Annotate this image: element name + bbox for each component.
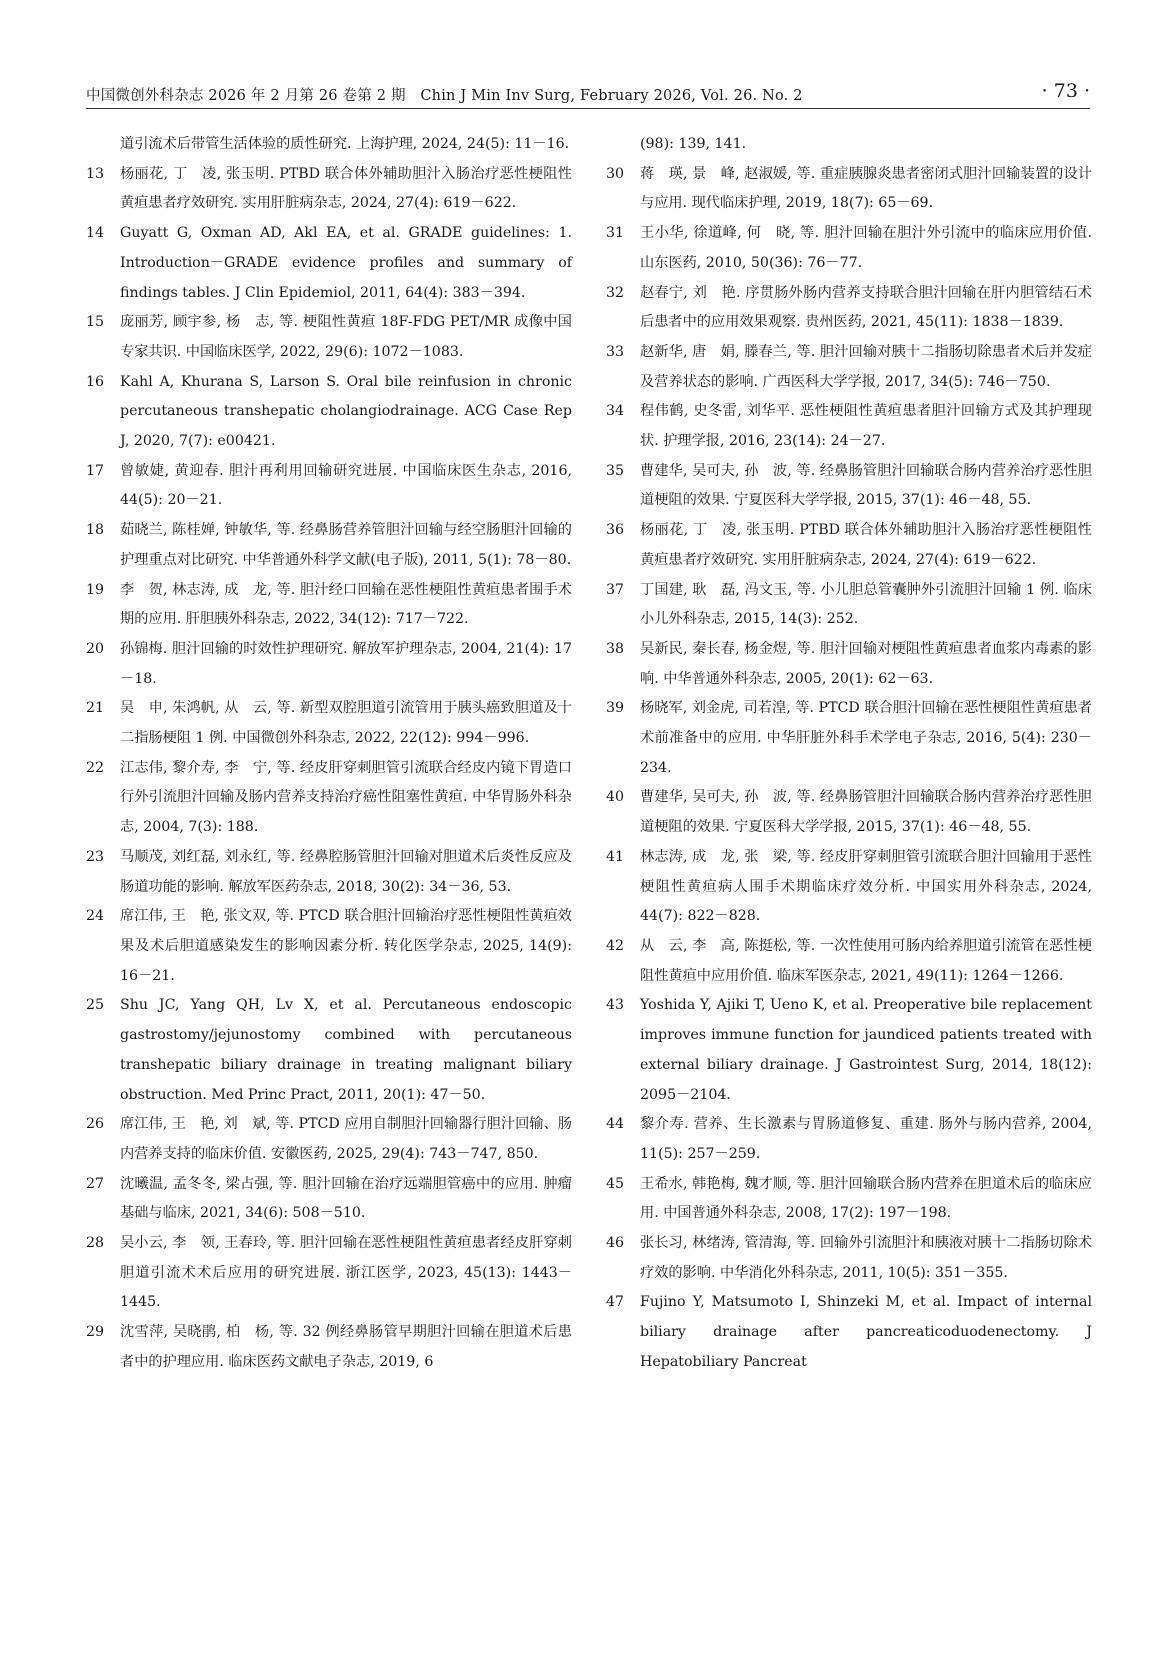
reference-number: 35: [606, 462, 625, 479]
reference-text: 林志涛, 成 龙, 张 梁, 等. 经皮肝穿刺胆管引流联合胆汁回输用于恶性梗阻性黄疸病人围手术期临床疗效分析. 中国实用外科杂志, 2024, 44(7): 822－828.: [640, 848, 1092, 925]
reference-number: 27: [86, 1175, 105, 1192]
reference-text: 张长习, 林绪涛, 管清海, 等. 回输外引流胆汁和胰液对胰十二指肠切除术疗效的影响. 中华消化外科杂志, 2011, 10(5): 351－355.: [640, 1235, 1092, 1281]
reference-entry: [606, 516, 1092, 575]
reference-number: 20: [86, 640, 105, 657]
reference-number: 18: [86, 522, 105, 539]
reference-entry: [86, 694, 572, 753]
reference-text: Kahl A, Khurana S, Larson S. Oral bile reinfusion in chronic percutaneous transhepatic cholangiodrainage. ACG Case Rep J, 2020, 7(7): e00421.: [120, 373, 572, 450]
reference-text: 曹建华, 吴可夫, 孙 波, 等. 经鼻肠管胆汁回输联合肠内营养治疗恶性胆道梗阻的效果. 宁夏医科大学学报, 2015, 37(1): 46－48, 55.: [640, 462, 1092, 509]
reference-number: 43: [606, 997, 625, 1014]
reference-text: 杨丽花, 丁 凌, 张玉明. PTBD 联合体外辅助胆汁入肠治疗恶性梗阻性黄疸患者疗效研究. 实用肝脏病杂志, 2024, 27(4): 619－622.: [640, 522, 1092, 568]
reference-entry: [606, 130, 1092, 160]
reference-text: 曹建华, 吴可夫, 孙 波, 等. 经鼻肠管胆汁回输联合肠内营养治疗恶性胆道梗阻的效果. 宁夏医科大学学报, 2015, 37(1): 46－48, 55.: [640, 789, 1092, 836]
reference-number: 28: [86, 1235, 105, 1252]
reference-entry: [606, 279, 1092, 338]
reference-entry: [86, 1318, 572, 1377]
reference-entry: [606, 932, 1092, 991]
reference-text: 沈雪萍, 吴晓鹃, 柏 杨, 等. 32 例经鼻肠管早期胆汁回输在胆道术后患者中的护理应用. 临床医药文献电子杂志, 2019, 6: [120, 1324, 572, 1370]
reference-number: 26: [86, 1116, 105, 1133]
reference-number: 29: [86, 1324, 105, 1341]
reference-entry: [86, 457, 572, 516]
reference-text: 吴新民, 秦长春, 杨金煜, 等. 胆汁回输对梗阻性黄疸患者血浆内毒素的影响. 中华普通外科杂志, 2005, 20(1): 62－63.: [640, 640, 1092, 687]
reference-text: 吴 申, 朱鸿帆, 从 云, 等. 新型双腔胆道引流管用于胰头癌致胆道及十二指肠梗阻 1 例. 中国微创外科杂志, 2022, 22(12): 994－996.: [120, 700, 572, 747]
reference-entry: [606, 576, 1092, 635]
reference-text: 江志伟, 黎介寿, 李 宁, 等. 经皮肝穿刺胆管引流联合经皮内镜下胃造口行外引流胆汁回输及肠内营养支持治疗癌性阻塞性黄疸. 中华胃肠外科杂志, 2004, 7(3): 188.: [120, 759, 572, 836]
reference-text: 杨丽花, 丁 凌, 张玉明. PTBD 联合体外辅助胆汁入肠治疗恶性梗阻性黄疸患者疗效研究. 实用肝脏病杂志, 2024, 27(4): 619－622.: [120, 165, 572, 212]
reference-entry: [606, 219, 1092, 278]
reference-entry: [606, 1288, 1092, 1377]
reference-entry: [86, 368, 572, 457]
reference-number: 46: [606, 1235, 625, 1252]
reference-text: 从 云, 李 高, 陈挺松, 等. 一次性使用可肠内给养胆道引流管在恶性梗阻性黄疸中应用价值. 临床军医杂志, 2021, 49(11): 1264－1266.: [640, 937, 1092, 984]
reference-number: 38: [606, 640, 625, 657]
reference-text: 席江伟, 王 艳, 张文双, 等. PTCD 联合胆汁回输治疗恶性梗阻性黄疸效果及术后胆道感染发生的影响因素分析. 转化医学杂志, 2025, 14(9): 16－21.: [120, 908, 572, 984]
reference-text: 马顺茂, 刘红磊, 刘永红, 等. 经鼻腔肠管胆汁回输对胆道术后炎性反应及肠道功能的影响. 解放军医药杂志, 2018, 30(2): 34－36, 53.: [120, 848, 572, 895]
reference-text: 丁国建, 耿 磊, 冯文玉, 等. 小儿胆总管囊肿外引流胆汁回输 1 例. 临床小儿外科杂志, 2015, 14(3): 252.: [640, 581, 1092, 628]
reference-text: 吴小云, 李 领, 王春玲, 等. 胆汁回输在恶性梗阻性黄疸患者经皮肝穿刺胆道引流术术后应用的研究进展. 浙江医学, 2023, 45(13): 1443－1445.: [120, 1235, 572, 1311]
reference-text: Fujino Y, Matsumoto I, Shinzeki M, et al. Impact of internal biliary drainage after pancreaticoduodenectomy. J Hepatobiliary Pancreat: [640, 1294, 1092, 1370]
reference-entry: [86, 1110, 572, 1169]
reference-text: 孙锦梅. 胆汁回输的时效性护理研究. 解放军护理杂志, 2004, 21(4): 17－18.: [120, 640, 572, 687]
reference-entry: [606, 457, 1092, 516]
reference-number: 23: [86, 848, 105, 865]
reference-entry: [86, 308, 572, 367]
reference-text: 庞丽芳, 顾宇参, 杨 志, 等. 梗阻性黄疸 18F-FDG PET/MR 成像中国专家共识. 中国临床医学, 2022, 29(6): 1072－1083.: [120, 314, 572, 360]
reference-number: 34: [606, 403, 625, 420]
reference-text: Guyatt G, Oxman AD, Akl EA, et al. GRADE guidelines: 1. Introduction－GRADE evidence profiles and summary of findings tables. J Clin Epidemiol, 2011, 64(4): 383－394.: [120, 225, 572, 301]
reference-number: 41: [606, 848, 625, 865]
reference-entry: [86, 991, 572, 1110]
reference-number: 17: [86, 462, 105, 479]
reference-number: 37: [606, 581, 625, 598]
reference-number: 42: [606, 937, 625, 954]
reference-text: 曾敏婕, 黄迎春. 胆汁再利用回输研究进展. 中国临床医生杂志, 2016, 44(5): 20－21.: [120, 462, 572, 509]
reference-entry: [606, 991, 1092, 1110]
reference-text: 赵春宁, 刘 艳. 序贯肠外肠内营养支持联合胆汁回输在肝内胆管结石术后患者中的应用效果观察. 贵州医药, 2021, 45(11): 1838－1839.: [640, 284, 1092, 331]
reference-text: Shu JC, Yang QH, Lv X, et al. Percutaneous endoscopic gastrostomy/jejunostomy combined with percutaneous transhepatic biliary drainage in treating malignant biliary obstruction. Med Princ Pract, 2011, 20(1): 47－50.: [120, 997, 572, 1103]
reference-entry: [606, 694, 1092, 783]
reference-text: 程伟鹤, 史冬雷, 刘华平. 恶性梗阻性黄疸患者胆汁回输方式及其护理现状. 护理学报, 2016, 23(14): 24－27.: [640, 403, 1092, 450]
reference-entry: [86, 1229, 572, 1318]
reference-entry: [606, 338, 1092, 397]
reference-entry: [86, 843, 572, 902]
reference-entry: [86, 754, 572, 843]
reference-number: 44: [606, 1116, 625, 1133]
reference-entry: [606, 783, 1092, 842]
reference-text: (98): 139, 141.: [640, 136, 747, 152]
reference-entry: [86, 1170, 572, 1229]
reference-number: 25: [86, 997, 105, 1014]
reference-number: 30: [606, 165, 625, 182]
reference-text: 道引流术后带管生活体验的质性研究. 上海护理, 2024, 24(5): 11－16.: [120, 136, 570, 152]
reference-number: 19: [86, 581, 105, 598]
reference-entry: [606, 843, 1092, 932]
reference-number: 24: [86, 908, 105, 925]
reference-number: 22: [86, 759, 105, 776]
reference-text: 王小华, 徐道峰, 何 晓, 等. 胆汁回输在胆汁外引流中的临床应用价值. 山东医药, 2010, 50(36): 76－77.: [640, 225, 1092, 271]
reference-text: 蒋 瑛, 景 峰, 赵淑媛, 等. 重症胰腺炎患者密闭式胆汁回输装置的设计与应用. 现代临床护理, 2019, 18(7): 65－69.: [640, 165, 1092, 212]
reference-number: 14: [86, 225, 105, 242]
reference-number: 21: [86, 700, 105, 717]
reference-number: 47: [606, 1294, 625, 1311]
reference-entry: [86, 902, 572, 991]
reference-text: 赵新华, 唐 娟, 滕春兰, 等. 胆汁回输对胰十二指肠切除患者术后并发症及营养状态的影响. 广西医科大学学报, 2017, 34(5): 746－750.: [640, 343, 1092, 390]
reference-entry: [606, 635, 1092, 694]
reference-number: 40: [606, 789, 625, 806]
reference-number: 16: [86, 373, 105, 390]
reference-number: 13: [86, 165, 105, 182]
reference-number: 33: [606, 343, 625, 360]
reference-entry: [606, 1170, 1092, 1229]
page-number: · 73 ·: [1041, 80, 1090, 102]
reference-text: 王希水, 韩艳梅, 魏才顺, 等. 胆汁回输联合肠内营养在胆道术后的临床应用. 中国普通外科杂志, 2008, 17(2): 197－198.: [640, 1175, 1092, 1222]
reference-text: 茹晓兰, 陈桂婵, 钟敏华, 等. 经鼻肠营养管胆汁回输与经空肠胆汁回输的护理重点对比研究. 中华普通外科学文献(电子版), 2011, 5(1): 78－80.: [120, 522, 572, 568]
reference-entry: [606, 1229, 1092, 1288]
right-reference-column: [606, 130, 1092, 1378]
journal-header-text: 中国微创外科杂志 2026 年 2 月第 26 卷第 2 期 Chin J Min Inv Surg, February 2026, Vol. 26. No. 2: [86, 88, 803, 104]
reference-entry: [86, 516, 572, 575]
reference-text: 李 贺, 林志涛, 成 龙, 等. 胆汁经口回输在恶性梗阻性黄疸患者围手术期的应用. 肝胆胰外科杂志, 2022, 34(12): 717－722.: [120, 581, 572, 628]
running-header: [86, 82, 1090, 109]
reference-entry: [86, 219, 572, 308]
reference-text: 沈曦温, 孟冬冬, 梁占强, 等. 胆汁回输在治疗远端胆管癌中的应用. 肿瘤基础与临床, 2021, 34(6): 508－510.: [120, 1175, 572, 1222]
reference-number: 39: [606, 700, 625, 717]
reference-entry: [86, 160, 572, 219]
reference-text: 杨晓军, 刘金虎, 司若湟, 等. PTCD 联合胆汁回输在恶性梗阻性黄疸患者术前准备中的应用. 中华肝脏外科手术学电子杂志, 2016, 5(4): 230－234.: [640, 700, 1092, 776]
reference-entry: [86, 130, 572, 160]
reference-number: 15: [86, 314, 105, 331]
reference-text: Yoshida Y, Ajiki T, Ueno K, et al. Preoperative bile replacement improves immune function for jaundiced patients treated with external biliary drainage. J Gastrointest Surg, 2014, 18(12): 2095－2104.: [640, 997, 1092, 1103]
left-reference-column: [86, 130, 572, 1378]
reference-number: 31: [606, 225, 625, 242]
reference-text: 黎介寿. 营养、生长激素与胃肠道修复、重建. 肠外与肠内营养, 2004, 11(5): 257－259.: [640, 1116, 1092, 1162]
reference-entry: [86, 576, 572, 635]
reference-entry: [606, 397, 1092, 456]
reference-entry: [606, 1110, 1092, 1169]
reference-number: 32: [606, 284, 625, 301]
reference-number: 45: [606, 1175, 625, 1192]
reference-entry: [606, 160, 1092, 219]
reference-text: 席江伟, 王 艳, 刘 斌, 等. PTCD 应用自制胆汁回输器行胆汁回输、肠内营养支持的临床价值. 安徽医药, 2025, 29(4): 743－747, 850.: [120, 1116, 572, 1162]
reference-entry: [86, 635, 572, 694]
reference-number: 36: [606, 522, 625, 539]
